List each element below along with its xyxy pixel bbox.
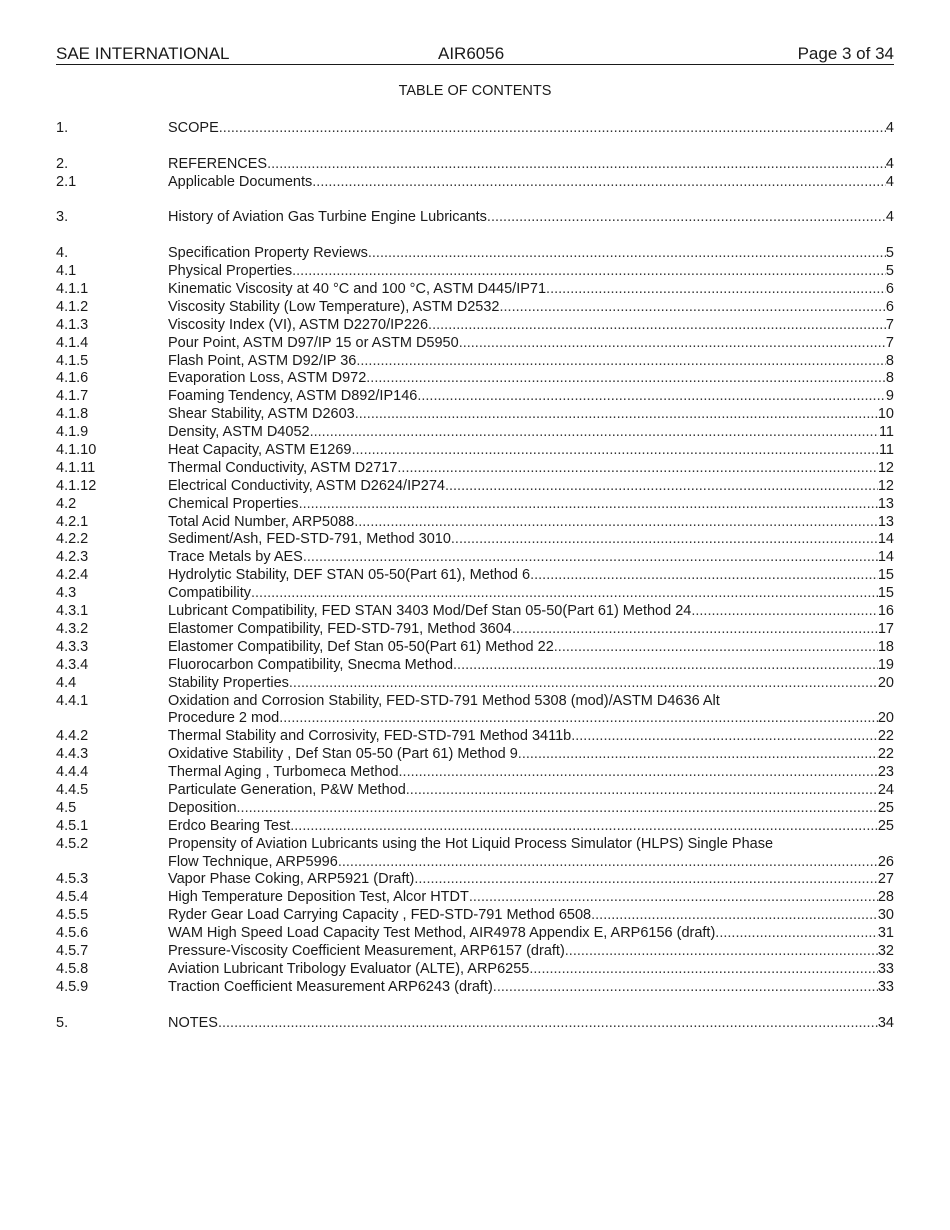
toc-entry-number: 5. [56,1014,69,1031]
toc-entry[interactable] [56,746,894,764]
toc-entry[interactable] [56,925,894,943]
dot-leader [691,603,878,621]
toc-entry-number: 4.4.5 [56,781,89,798]
toc-entry[interactable] [56,603,894,621]
toc-entry-title: Evaporation Loss, ASTM D972 [168,370,367,387]
toc-entry[interactable] [56,317,894,335]
toc-entry[interactable] [56,156,894,174]
toc-entry-title: Oxidative Stability , Def Stan 05-50 (Part 61) Method 9 [168,746,518,763]
toc-entry[interactable] [56,353,894,371]
toc-entry-title: Foaming Tendency, ASTM D892/IP146 [168,388,418,405]
toc-entry-page: 5 [885,263,894,280]
dot-leader [459,335,886,353]
dot-leader [500,299,886,317]
toc-entry-number: 4.5.8 [56,960,89,977]
toc-entry-page: 27 [877,871,894,888]
dot-leader [453,657,878,675]
toc-entry-number: 4.5.3 [56,871,89,888]
dot-leader [237,800,878,818]
toc-entry-title: Traction Coefficient Measurement ARP6243 (draft) [168,978,493,995]
toc-entry-title: Deposition [168,799,237,816]
toc-entry-page: 22 [877,746,894,763]
toc-entry-title: Trace Metals by AES [168,549,303,566]
toc-entry[interactable] [56,1015,894,1033]
toc-entry[interactable] [56,728,894,746]
toc-entry-page: 9 [885,388,894,405]
toc-entry-number: 2. [56,155,69,172]
toc-entry[interactable] [56,209,894,227]
toc-entry-number: 4.5.7 [56,942,89,959]
toc-entry-page: 23 [877,764,894,781]
toc-entry-title: Oxidation and Corrosion Stability, FED-STD-791 Method 5308 (mod)/ASTM D4636 Alt [168,692,720,709]
toc-entry-page: 13 [877,495,894,512]
toc-entry[interactable] [56,478,894,496]
toc-entry-number: 4.1.1 [56,281,89,298]
toc-entry[interactable] [56,639,894,657]
toc-entry-title-continued: Procedure 2 mod [168,710,280,727]
toc-entry-page: 8 [885,352,894,369]
toc-entry-page: 15 [877,585,894,602]
toc-entry-page: 15 [877,567,894,584]
toc-entry-number: 4.1.3 [56,316,89,333]
toc-entry[interactable] [56,549,894,567]
toc-entry-page: 13 [877,513,894,530]
toc-entry-title: Elastomer Compatibility, Def Stan 05-50(Part 61) Method 22 [168,638,554,655]
toc-entry-number: 4. [56,245,69,262]
dot-leader [529,961,878,979]
toc-entry-number: 4.2.4 [56,567,89,584]
toc-entry-page: 24 [877,781,894,798]
toc-entry[interactable] [56,406,894,424]
toc-entry-page: 4 [885,173,894,190]
toc-entry-number: 4.3.1 [56,603,89,620]
toc-entry[interactable] [56,782,894,800]
dot-leader [368,245,886,263]
toc-entry-number: 4.5.9 [56,978,89,995]
toc-entry-page: 34 [877,1014,894,1031]
toc-entry[interactable] [56,585,894,603]
toc-entry-number: 4.4 [56,674,77,691]
toc-entry-page: 4 [885,209,894,226]
dot-leader [417,388,886,406]
toc-entry-number: 4.1.12 [56,477,97,494]
toc-entry-page: 33 [877,960,894,977]
dot-leader [512,621,878,639]
toc-entry-title: Chemical Properties [168,495,299,512]
toc-entry-page: 5 [885,245,894,262]
dot-leader [397,460,877,478]
dot-leader [487,209,886,227]
dot-leader [354,514,878,532]
toc-entry[interactable] [56,388,894,406]
toc-entry-title: High Temperature Deposition Test, Alcor HTDT [168,889,469,906]
toc-entry[interactable] [56,907,894,925]
dot-leader [451,531,878,549]
toc-entry-number: 4.2 [56,495,77,512]
toc-entry[interactable] [56,871,894,889]
toc-entry-number: 4.2.3 [56,549,89,566]
toc-entry-title: Ryder Gear Load Carrying Capacity , FED-STD-791 Method 6508 [168,907,592,924]
toc-entry[interactable] [56,800,894,818]
toc-entry-number: 4.3 [56,585,77,602]
toc-entry-number: 4.5.6 [56,925,89,942]
dot-leader [218,1015,878,1033]
toc-entry-page: 7 [885,334,894,351]
dot-leader [715,925,878,943]
toc-entry-number: 4.4.1 [56,692,89,709]
toc-entry-page: 4 [885,155,894,172]
document-number: AIR6056 [438,44,505,63]
toc-entry-title: Particulate Generation, P&W Method [168,781,406,798]
dot-leader [292,263,886,281]
dot-leader [428,317,886,335]
toc-entry-title: Vapor Phase Coking, ARP5921 (Draft) [168,871,415,888]
toc-entry-title: Kinematic Viscosity at 40 °C and 100 °C, ASTM D445/IP71 [168,281,547,298]
toc-entry[interactable] [56,531,894,549]
organization-name: SAE INTERNATIONAL [56,44,230,63]
toc-entry[interactable] [56,245,894,263]
toc-entry-page: 14 [877,549,894,566]
dot-leader [310,424,879,442]
toc-entry-title: Lubricant Compatibility, FED STAN 3403 Mod/Def Stan 05-50(Part 61) Method 24 [168,603,692,620]
toc-entry[interactable] [56,675,894,693]
toc-entry-title: Erdco Bearing Test [168,817,291,834]
toc-entry-title: Compatibility [168,585,251,602]
dot-leader [219,120,886,138]
toc-entry-page: 33 [877,978,894,995]
toc-entry-page: 32 [877,942,894,959]
toc-entry-number: 4.1.7 [56,388,89,405]
toc-entry-continuation[interactable] [56,710,894,728]
toc-entry-title: Pour Point, ASTM D97/IP 15 or ASTM D5950 [168,334,459,351]
toc-entry-number: 4.5.5 [56,907,89,924]
toc-entry-number: 4.1.10 [56,442,97,459]
toc-entry[interactable] [56,764,894,782]
dot-leader [251,585,878,603]
toc-entry-number: 4.2.2 [56,531,89,548]
toc-entry-number: 4.1.4 [56,334,89,351]
toc-entry-page: 6 [885,298,894,315]
dot-leader [352,442,879,460]
toc-entry-number: 4.3.3 [56,638,89,655]
toc-entry[interactable] [56,979,894,997]
toc-title: TABLE OF CONTENTS [398,83,552,99]
table-of-contents [56,120,894,1032]
toc-entry-title: Physical Properties [168,263,293,280]
toc-entry-page: 11 [878,424,894,441]
toc-entry-title-continued: Flow Technique, ARP5996 [168,853,338,870]
toc-entry[interactable] [56,657,894,675]
dot-leader [289,675,878,693]
toc-entry-title: Pressure-Viscosity Coefficient Measurement, ARP6157 (draft) [168,942,565,959]
toc-entry[interactable] [56,961,894,979]
toc-entry-page: 19 [877,656,894,673]
toc-entry-title: Specification Property Reviews [168,245,368,262]
toc-entry-number: 4.1.5 [56,352,89,369]
toc-entry[interactable] [56,693,894,711]
toc-entry-title: REFERENCES [168,155,268,172]
dot-leader [406,782,878,800]
dot-leader [399,764,878,782]
toc-entry-page: 25 [877,799,894,816]
toc-entry-page: 31 [877,925,894,942]
dot-leader [591,907,878,925]
toc-entry-number: 4.1.8 [56,406,89,423]
dot-leader [312,174,886,192]
toc-entry-number: 4.5.2 [56,835,89,852]
toc-entry-number: 4.1.11 [56,459,96,476]
toc-entry-page: 22 [877,728,894,745]
toc-entry[interactable] [56,281,894,299]
dot-leader [445,478,878,496]
toc-entry-title: Viscosity Stability (Low Temperature), ASTM D2532 [168,298,500,315]
toc-entry[interactable] [56,174,894,192]
toc-entry-page: 14 [877,531,894,548]
toc-entry-page: 10 [877,406,894,423]
toc-entry-title: NOTES [168,1014,218,1031]
toc-entry-title: History of Aviation Gas Turbine Engine Lubricants [168,209,487,226]
toc-entry-title: Applicable Documents [168,173,313,190]
toc-entry-page: 6 [885,281,894,298]
toc-entry-page: 16 [877,603,894,620]
toc-entry[interactable] [56,424,894,442]
toc-entry-number: 4.3.4 [56,656,89,673]
toc-entry-number: 4.3.2 [56,620,89,637]
toc-entry-title: Hydrolytic Stability, DEF STAN 05-50(Part 61), Method 6 [168,567,531,584]
toc-entry-page: 28 [877,889,894,906]
dot-leader [267,156,886,174]
toc-entry-page: 20 [877,710,894,727]
dot-leader [338,854,878,872]
toc-entry-title: Viscosity Index (VI), ASTM D2270/IP226 [168,316,429,333]
toc-entry-title: Density, ASTM D4052 [168,424,310,441]
toc-entry-number: 4.4.3 [56,746,89,763]
toc-entry[interactable] [56,460,894,478]
toc-entry-number: 4.1.2 [56,298,89,315]
dot-leader [290,818,878,836]
toc-entry-title: Aviation Lubricant Tribology Evaluator (ALTE), ARP6255 [168,960,530,977]
toc-entry-page: 7 [885,316,894,333]
toc-entry-number: 4.5 [56,799,77,816]
toc-entry-title: Sediment/Ash, FED-STD-791, Method 3010 [168,531,451,548]
dot-leader [279,710,878,728]
dot-leader [366,370,886,388]
toc-entry-number: 4.1 [56,263,77,280]
toc-entry-title: Propensity of Aviation Lubricants using the Hot Liquid Process Simulator (HLPS) Single Phase [168,835,774,852]
toc-entry-number: 4.4.2 [56,728,89,745]
toc-entry-page: 11 [878,442,894,459]
dot-leader [518,746,878,764]
toc-entry-continuation[interactable] [56,854,894,872]
dot-leader [299,496,878,514]
toc-entry-title: Electrical Conductivity, ASTM D2624/IP274 [168,477,445,494]
toc-entry[interactable] [56,514,894,532]
toc-entry-title: Thermal Aging , Turbomeca Method [168,764,399,781]
dot-leader [530,567,878,585]
toc-entry-page: 17 [877,620,894,637]
toc-entry-title: Fluorocarbon Compatibility, Snecma Method [168,656,454,673]
dot-leader [554,639,878,657]
dot-leader [571,728,878,746]
dot-leader [355,406,878,424]
toc-entry-page: 12 [877,459,894,476]
toc-entry-number: 4.5.1 [56,817,89,834]
toc-entry[interactable] [56,943,894,961]
toc-entry-title: Heat Capacity, ASTM E1269 [168,442,352,459]
dot-leader [414,871,878,889]
dot-leader [469,889,878,907]
dot-leader [565,943,878,961]
toc-entry-page: 4 [885,120,894,136]
toc-entry-page: 26 [877,853,894,870]
toc-entry-number: 4.4.4 [56,764,89,781]
page-number: Page 3 of 34 [797,44,894,63]
toc-entry-title: Flash Point, ASTM D92/IP 36 [168,352,357,369]
toc-entry-page: 18 [877,638,894,655]
toc-entry-title: Thermal Conductivity, ASTM D2717 [168,459,398,476]
toc-entry[interactable] [56,567,894,585]
toc-entry-number: 4.1.9 [56,424,89,441]
dot-leader [546,281,886,299]
toc-entry[interactable] [56,370,894,388]
toc-entry-title: Thermal Stability and Corrosivity, FED-STD-791 Method 3411b [168,728,572,745]
dot-leader [356,353,886,371]
dot-leader [303,549,878,567]
toc-entry-title: Elastomer Compatibility, FED-STD-791, Method 3604 [168,620,512,637]
toc-entry-title: SCOPE [168,120,219,136]
toc-entry-number: 4.5.4 [56,889,89,906]
dot-leader [493,979,878,997]
toc-entry-title: WAM High Speed Load Capacity Test Method, AIR4978 Appendix E, ARP6156 (draft) [168,925,716,942]
toc-entry[interactable] [56,120,894,138]
toc-entry[interactable] [56,263,894,281]
toc-entry-number: 2.1 [56,173,77,190]
toc-entry-number: 3. [56,209,69,226]
toc-entry-number: 4.1.6 [56,370,89,387]
toc-entry-page: 8 [885,370,894,387]
toc-entry-page: 30 [877,907,894,924]
toc-entry[interactable] [56,335,894,353]
page-header [56,44,894,65]
toc-entry-page: 20 [877,674,894,691]
toc-entry-title: Shear Stability, ASTM D2603 [168,406,355,423]
toc-entry[interactable] [56,299,894,317]
toc-entry[interactable] [56,889,894,907]
toc-entry[interactable] [56,496,894,514]
toc-entry-number: 1. [56,120,69,136]
toc-entry-title: Stability Properties [168,674,289,691]
toc-entry[interactable] [56,621,894,639]
toc-entry[interactable] [56,836,894,854]
toc-entry-title: Total Acid Number, ARP5088 [168,513,355,530]
toc-entry[interactable] [56,442,894,460]
toc-entry[interactable] [56,818,894,836]
toc-entry-number: 4.2.1 [56,513,89,530]
toc-entry-page: 12 [877,477,894,494]
toc-entry-page: 25 [877,817,894,834]
